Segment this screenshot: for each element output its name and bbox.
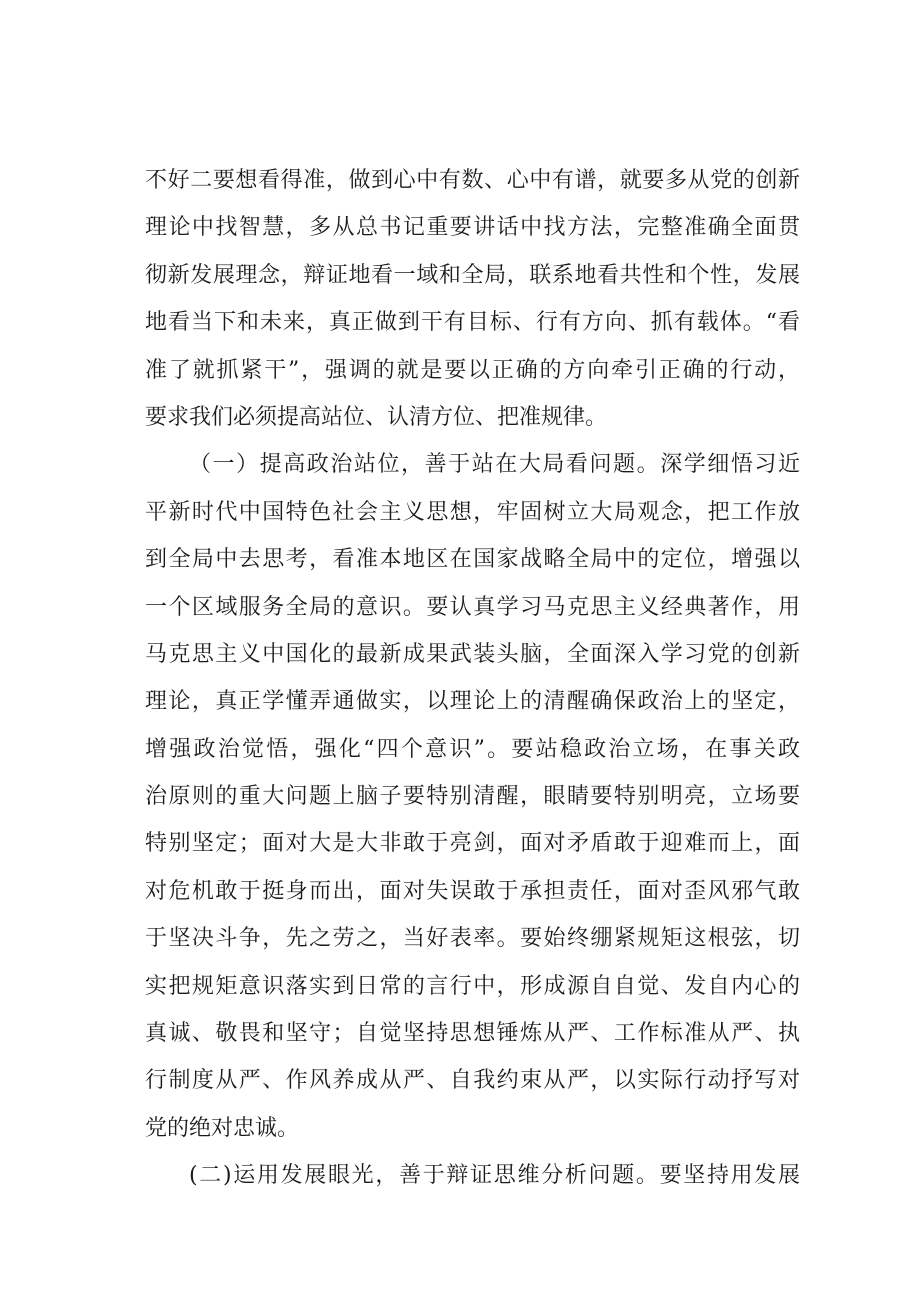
text-line: 对危机敢于挺身而出，面对失误敢于承担责任，面对歪风邪气敢 xyxy=(145,878,800,904)
paragraph-2 xyxy=(145,441,800,1152)
text-line: 增强政治觉悟，强化“四个意识”。要站稳政治立场，在事关政 xyxy=(145,736,800,762)
text-line: 实把规矩意识落实到日常的言行中，形成源自自觉、发自内心的 xyxy=(145,973,800,999)
text-line: 行制度从严、作风养成从严、自我约束从严，以实际行动抒写对 xyxy=(145,1068,800,1094)
text-line: 到全局中去思考，看准本地区在国家战略全局中的定位，增强以 xyxy=(145,547,800,573)
text-line: 治原则的重大问题上脑子要特别清醒，眼睛要特别明亮，立场要 xyxy=(145,784,800,810)
paragraph-1 xyxy=(145,157,800,441)
text-line: 于坚决斗争，先之劳之，当好表率。要始终绷紧规矩这根弦，切 xyxy=(145,926,800,952)
text-line: 准了就抓紧干”，强调的就是要以正确的方向牵引正确的行动， xyxy=(145,357,800,383)
text-line: 要求我们必须提高站位、认清方位、把准规律。 xyxy=(145,404,608,430)
text-line: 彻新发展理念，辩证地看一域和全局，联系地看共性和个性，发展 xyxy=(145,262,800,288)
text-line: 平新时代中国特色社会主义思想，牢固树立大局观念，把工作放 xyxy=(145,499,800,525)
document-body xyxy=(145,157,800,1200)
text-line: 一个区域服务全局的意识。要认真学习马克思主义经典著作，用 xyxy=(145,594,800,620)
text-line: 理论，真正学懂弄通做实，以理论上的清醒确保政治上的坚定， xyxy=(145,689,800,715)
text-line: 党的绝对忠诚。 xyxy=(145,1115,300,1141)
text-line: 地看当下和未来，真正做到干有目标、行有方向、抓有载体。“看 xyxy=(145,310,800,336)
text-line: 不好二要想看得准，做到心中有数、心中有谱，就要多从党的创新 xyxy=(145,168,800,193)
text-line: 真诚、敬畏和坚守；自觉坚持思想锤炼从严、工作标准从严、执 xyxy=(145,1021,800,1047)
paragraph-3 xyxy=(145,1152,800,1199)
text-line: 理论中找智慧，多从总书记重要讲话中找方法，完整准确全面贯 xyxy=(145,215,800,241)
text-line: 马克思主义中国化的最新成果武装头脑，全面深入学习党的创新 xyxy=(145,641,800,667)
text-line: 特别坚定；面对大是大非敢于亮剑，面对矛盾敢于迎难而上，面 xyxy=(145,831,800,857)
section-heading-line: (二)运用发展眼光，善于辩证思维分析问题。要坚持用发展 xyxy=(189,1163,800,1189)
section-heading-line: （一）提高政治站位，善于站在大局看问题。深学细悟习近 xyxy=(189,452,800,478)
